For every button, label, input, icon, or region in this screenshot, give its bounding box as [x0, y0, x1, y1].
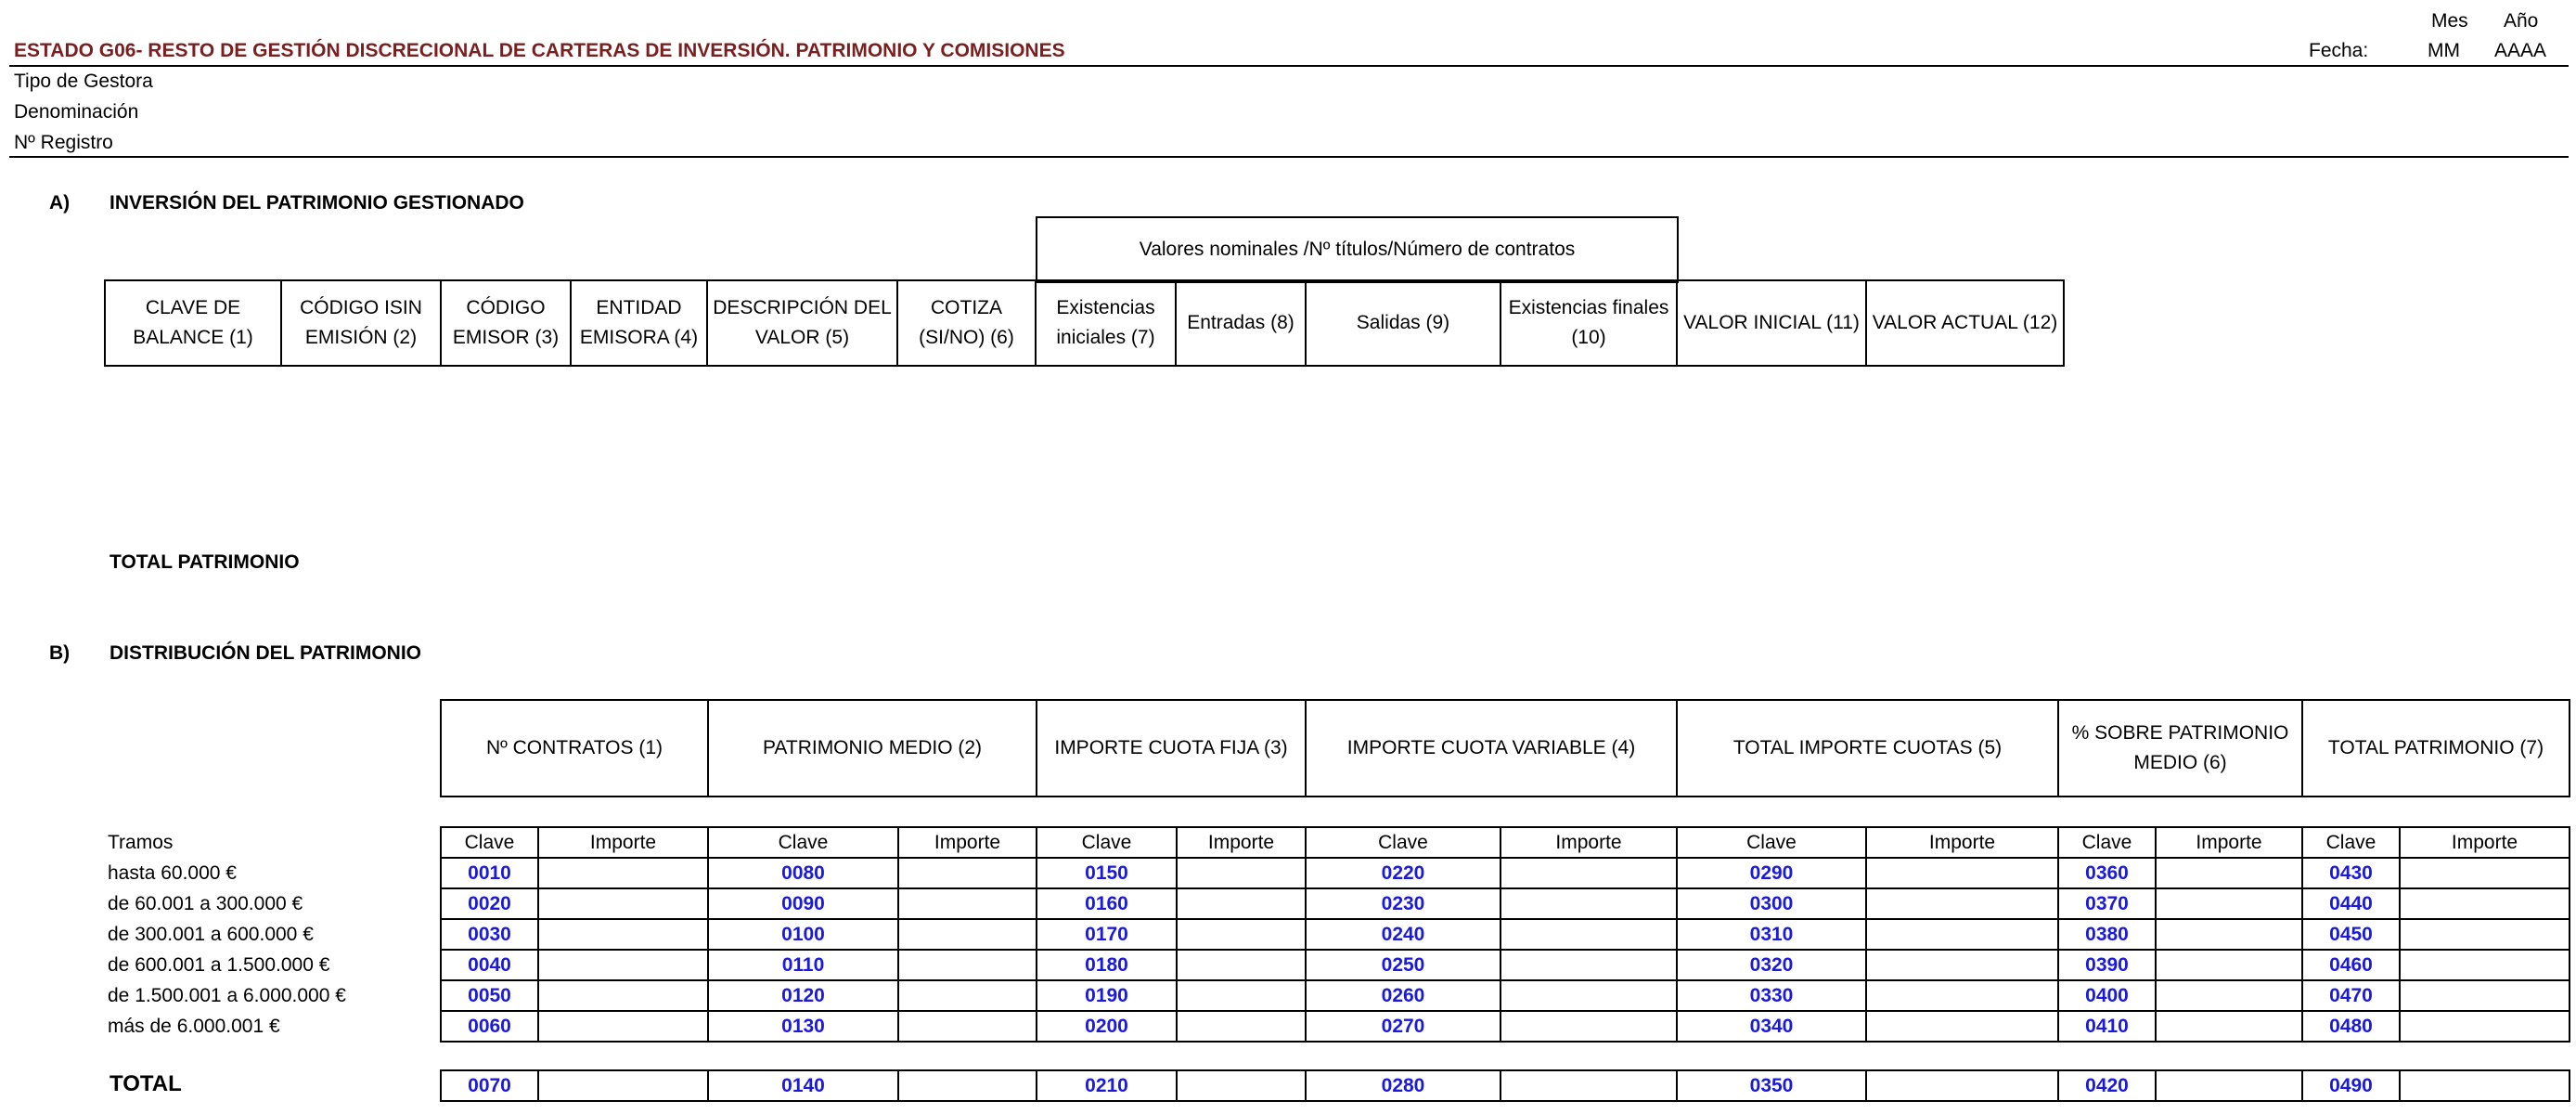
- importe-input[interactable]: [1177, 980, 1306, 1011]
- total-importe-input[interactable]: [2156, 1070, 2302, 1101]
- tramo-label: más de 6.000.001 €: [108, 1016, 280, 1037]
- importe-input[interactable]: [538, 1011, 708, 1042]
- table-row: [441, 1011, 2570, 1042]
- total-clave-code: 0070: [441, 1070, 538, 1101]
- importe-input[interactable]: [898, 1011, 1037, 1042]
- importe-input[interactable]: [1177, 919, 1306, 950]
- importe-input[interactable]: [2400, 858, 2570, 888]
- group-header-cell: Valores nominales /Nº títulos/Número de contratos: [1037, 217, 1678, 282]
- clave-code: 0430: [2302, 858, 2400, 888]
- importe-input[interactable]: [1177, 858, 1306, 888]
- total-patrimonio-label: TOTAL PATRIMONIO: [109, 551, 300, 573]
- importe-input[interactable]: [1177, 950, 1306, 980]
- clave-code: 0130: [708, 1011, 898, 1042]
- importe-input[interactable]: [2400, 950, 2570, 980]
- section-a-group-header: [1036, 216, 1679, 283]
- importe-input[interactable]: [898, 888, 1037, 919]
- total-table: [440, 1069, 2570, 1102]
- total-clave-code: 0350: [1677, 1070, 1866, 1101]
- investment-table: [104, 279, 2065, 367]
- clave-code: 0440: [2302, 888, 2400, 919]
- clave-code: 0040: [441, 950, 538, 980]
- importe-input[interactable]: [538, 888, 708, 919]
- clave-code: 0460: [2302, 950, 2400, 980]
- clave-code: 0400: [2058, 980, 2156, 1011]
- tipo-gestora-label: Tipo de Gestora: [14, 71, 153, 92]
- importe-header: Importe: [1866, 827, 2058, 858]
- importe-header: Importe: [1501, 827, 1677, 858]
- importe-input[interactable]: [1866, 858, 2058, 888]
- col-pct-patrimonio: % SOBRE PATRIMONIO MEDIO (6): [2058, 700, 2302, 797]
- importe-header: Importe: [2156, 827, 2302, 858]
- importe-input[interactable]: [898, 858, 1037, 888]
- importe-input[interactable]: [1866, 888, 2058, 919]
- total-clave-code: 0420: [2058, 1070, 2156, 1101]
- col-codigo-isin: CÓDIGO ISIN EMISIÓN (2): [281, 280, 441, 366]
- clave-code: 0380: [2058, 919, 2156, 950]
- table-row: [441, 858, 2570, 888]
- col-entradas: Entradas (8): [1176, 280, 1306, 366]
- section-a-letter: A): [49, 192, 71, 214]
- importe-input[interactable]: [1501, 888, 1677, 919]
- clave-code: 0480: [2302, 1011, 2400, 1042]
- clave-header: Clave: [708, 827, 898, 858]
- distribution-header-table: [440, 699, 2570, 797]
- clave-code: 0270: [1306, 1011, 1501, 1042]
- clave-code: 0110: [708, 950, 898, 980]
- clave-code: 0300: [1677, 888, 1866, 919]
- clave-code: 0390: [2058, 950, 2156, 980]
- importe-input[interactable]: [898, 950, 1037, 980]
- mes-label: Mes: [2431, 10, 2468, 32]
- clave-code: 0080: [708, 858, 898, 888]
- clave-code: 0410: [2058, 1011, 2156, 1042]
- col-entidad-emisora: ENTIDAD EMISORA (4): [571, 280, 707, 366]
- total-importe-input[interactable]: [538, 1070, 708, 1101]
- total-row-label: TOTAL: [109, 1071, 182, 1096]
- col-total-patrimonio: TOTAL PATRIMONIO (7): [2302, 700, 2570, 797]
- fecha-label: Fecha:: [2309, 40, 2369, 61]
- total-importe-input[interactable]: [1177, 1070, 1306, 1101]
- clave-code: 0190: [1037, 980, 1177, 1011]
- total-importe-input[interactable]: [898, 1070, 1037, 1101]
- clave-importe-header-row: [441, 827, 2570, 858]
- total-importe-input[interactable]: [1501, 1070, 1677, 1101]
- col-existencias-finales: Existencias finales (10): [1501, 280, 1677, 366]
- importe-input[interactable]: [1866, 950, 2058, 980]
- importe-input[interactable]: [1501, 858, 1677, 888]
- clave-header: Clave: [1306, 827, 1501, 858]
- col-salidas: Salidas (9): [1306, 280, 1501, 366]
- importe-header: Importe: [2400, 827, 2570, 858]
- clave-code: 0240: [1306, 919, 1501, 950]
- clave-code: 0450: [2302, 919, 2400, 950]
- col-valor-actual: VALOR ACTUAL (12): [1866, 280, 2064, 366]
- clave-code: 0330: [1677, 980, 1866, 1011]
- clave-code: 0470: [2302, 980, 2400, 1011]
- importe-input[interactable]: [538, 980, 708, 1011]
- tramos-table: [440, 826, 2570, 1043]
- clave-code: 0180: [1037, 950, 1177, 980]
- tramo-label: de 600.001 a 1.500.000 €: [108, 954, 330, 976]
- clave-code: 0170: [1037, 919, 1177, 950]
- importe-input[interactable]: [1177, 888, 1306, 919]
- importe-input[interactable]: [2156, 919, 2302, 950]
- total-clave-code: 0490: [2302, 1070, 2400, 1101]
- clave-header: Clave: [1677, 827, 1866, 858]
- denominacion-label: Denominación: [14, 101, 139, 123]
- total-importe-input[interactable]: [2400, 1070, 2570, 1101]
- clave-code: 0310: [1677, 919, 1866, 950]
- col-clave-balance: CLAVE DE BALANCE (1): [105, 280, 281, 366]
- total-clave-code: 0280: [1306, 1070, 1501, 1101]
- col-num-contratos: Nº CONTRATOS (1): [441, 700, 708, 797]
- importe-header: Importe: [898, 827, 1037, 858]
- importe-input[interactable]: [2156, 950, 2302, 980]
- tramo-label: de 60.001 a 300.000 €: [108, 893, 303, 914]
- col-codigo-emisor: CÓDIGO EMISOR (3): [441, 280, 571, 366]
- col-total-cuotas: TOTAL IMPORTE CUOTAS (5): [1677, 700, 2058, 797]
- importe-input[interactable]: [2400, 919, 2570, 950]
- clave-code: 0050: [441, 980, 538, 1011]
- importe-input[interactable]: [1866, 1011, 2058, 1042]
- section-b-letter: B): [49, 642, 71, 664]
- importe-input[interactable]: [538, 950, 708, 980]
- importe-input[interactable]: [1501, 919, 1677, 950]
- clave-code: 0010: [441, 858, 538, 888]
- mes-value[interactable]: MM: [2428, 40, 2460, 61]
- clave-code: 0320: [1677, 950, 1866, 980]
- clave-code: 0220: [1306, 858, 1501, 888]
- col-descripcion-valor: DESCRIPCIÓN DEL VALOR (5): [707, 280, 897, 366]
- clave-code: 0340: [1677, 1011, 1866, 1042]
- clave-code: 0150: [1037, 858, 1177, 888]
- importe-input[interactable]: [898, 919, 1037, 950]
- col-cuota-fija: IMPORTE CUOTA FIJA (3): [1037, 700, 1306, 797]
- total-clave-code: 0210: [1037, 1070, 1177, 1101]
- clave-code: 0250: [1306, 950, 1501, 980]
- col-cuota-variable: IMPORTE CUOTA VARIABLE (4): [1306, 700, 1677, 797]
- clave-code: 0260: [1306, 980, 1501, 1011]
- clave-code: 0230: [1306, 888, 1501, 919]
- importe-input[interactable]: [1177, 1011, 1306, 1042]
- clave-code: 0120: [708, 980, 898, 1011]
- section-a-title: INVERSIÓN DEL PATRIMONIO GESTIONADO: [109, 192, 524, 214]
- importe-input[interactable]: [2156, 888, 2302, 919]
- total-row: [441, 1070, 2570, 1101]
- importe-input[interactable]: [2400, 1011, 2570, 1042]
- total-importe-input[interactable]: [1866, 1070, 2058, 1101]
- clave-code: 0200: [1037, 1011, 1177, 1042]
- importe-header: Importe: [1177, 827, 1306, 858]
- table-row: [441, 888, 2570, 919]
- tramo-label: de 300.001 a 600.000 €: [108, 924, 314, 945]
- table-row: [441, 980, 2570, 1011]
- importe-input[interactable]: [538, 919, 708, 950]
- page-title: ESTADO G06- RESTO DE GESTIÓN DISCRECIONAL DE CARTERAS DE INVERSIÓN. PATRIMONIO Y COMISIONES: [14, 40, 1065, 61]
- importe-input[interactable]: [1866, 980, 2058, 1011]
- clave-header: Clave: [441, 827, 538, 858]
- header-divider: [9, 65, 2569, 67]
- table-row: [441, 919, 2570, 950]
- clave-code: 0030: [441, 919, 538, 950]
- tramos-label: Tramos: [108, 832, 174, 853]
- col-valor-inicial: VALOR INICIAL (11): [1677, 280, 1866, 366]
- importe-input[interactable]: [538, 858, 708, 888]
- importe-input[interactable]: [2400, 888, 2570, 919]
- clave-header: Clave: [2302, 827, 2400, 858]
- clave-code: 0370: [2058, 888, 2156, 919]
- importe-input[interactable]: [2400, 980, 2570, 1011]
- anio-value[interactable]: AAAA: [2494, 40, 2547, 61]
- col-cotiza: COTIZA (SI/NO) (6): [897, 280, 1036, 366]
- clave-header: Clave: [2058, 827, 2156, 858]
- importe-input[interactable]: [898, 980, 1037, 1011]
- tramo-label: hasta 60.000 €: [108, 862, 237, 884]
- importe-input[interactable]: [1501, 950, 1677, 980]
- clave-code: 0090: [708, 888, 898, 919]
- importe-input[interactable]: [1866, 919, 2058, 950]
- clave-header: Clave: [1037, 827, 1177, 858]
- registro-label: Nº Registro: [14, 132, 113, 153]
- importe-input[interactable]: [2156, 980, 2302, 1011]
- tramo-label: de 1.500.001 a 6.000.000 €: [108, 985, 346, 1006]
- col-patrimonio-medio: PATRIMONIO MEDIO (2): [708, 700, 1037, 797]
- table-row: [441, 950, 2570, 980]
- total-clave-code: 0140: [708, 1070, 898, 1101]
- clave-code: 0060: [441, 1011, 538, 1042]
- header-bottom-divider: [9, 156, 2569, 158]
- importe-input[interactable]: [2156, 1011, 2302, 1042]
- clave-code: 0290: [1677, 858, 1866, 888]
- clave-code: 0100: [708, 919, 898, 950]
- importe-header: Importe: [538, 827, 708, 858]
- anio-label: Año: [2504, 10, 2539, 32]
- col-existencias-iniciales: Existencias iniciales (7): [1036, 280, 1176, 366]
- importe-input[interactable]: [1501, 1011, 1677, 1042]
- importe-input[interactable]: [1501, 980, 1677, 1011]
- section-b-title: DISTRIBUCIÓN DEL PATRIMONIO: [109, 642, 421, 664]
- clave-code: 0160: [1037, 888, 1177, 919]
- importe-input[interactable]: [2156, 858, 2302, 888]
- clave-code: 0360: [2058, 858, 2156, 888]
- clave-code: 0020: [441, 888, 538, 919]
